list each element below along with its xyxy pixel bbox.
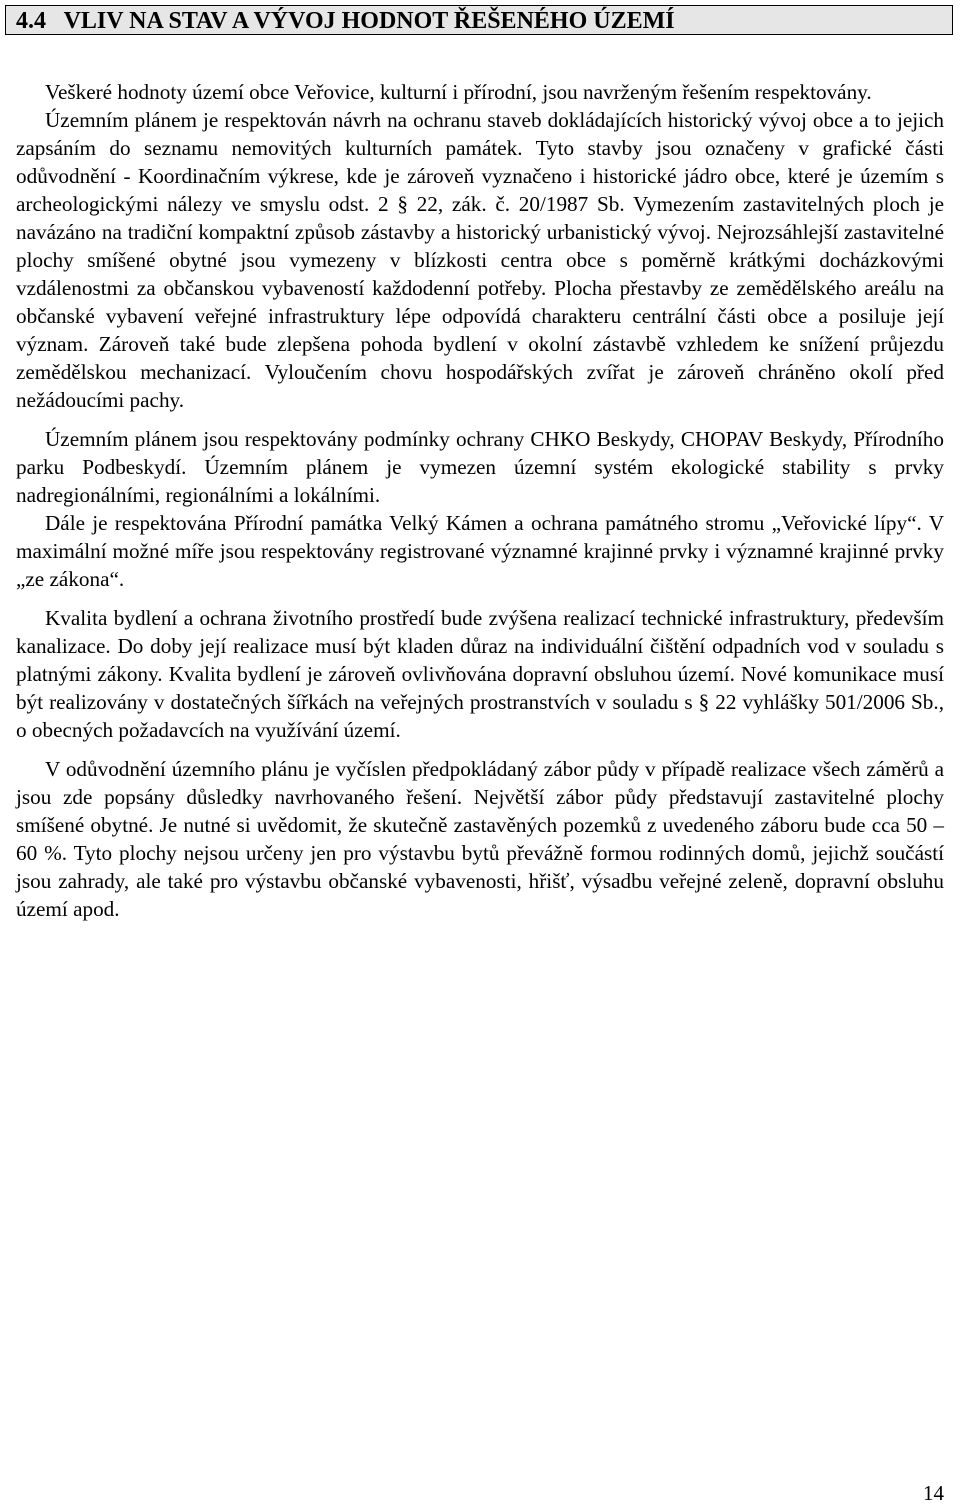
paragraph-living-quality: Kvalita bydlení a ochrana životního prostředí bude zvýšena realizací technické infrastruktury, především kanalizace. Do doby její realizace musí být kladen důraz na individuální čištění odpadních vod v souladu s platnými zákony. Kvalita bydlení je zároveň ovlivňována dopravní obsluhou území. Nové komunikace musí být realizovány v dostatečných šířkách na veřejných prostranstvích v souladu s § 22 vyhlášky 501/2006 Sb., o obecných požadavcích na využívání území. xyxy=(16,606,944,742)
document-body xyxy=(16,78,944,923)
page-number: 14 xyxy=(923,1481,944,1505)
paragraph-nature-protection: Územním plánem jsou respektovány podmínky ochrany CHKO Beskydy, CHOPAV Beskydy, Přírodního parku Podbeskydí. Územním plánem je vymezen územní systém ekologické stability s prvky nadregionálními, regionálními a lokálními. xyxy=(16,427,944,507)
section-title: 4.4 VLIV NA STAV A VÝVOJ HODNOT ŘEŠENÉHO ÚZEMÍ xyxy=(16,8,675,34)
paragraph-respected-values: Veškeré hodnoty území obce Veřovice, kulturní i přírodní, jsou navrženým řešením respektovány. xyxy=(45,80,872,104)
paragraph-natural-monument: Dále je respektována Přírodní památka Velký Kámen a ochrana památného stromu „Veřovické lípy“. V maximální možné míře jsou respektovány registrované významné krajinné prvky i významné krajinné prvky „ze zákona“. xyxy=(16,511,944,591)
section-heading xyxy=(5,5,953,35)
paragraph-heritage-protection: Územním plánem je respektován návrh na ochranu staveb dokládajících historický vývoj obce a to jejich zapsáním do seznamu nemovitých kulturních památek. Tyto stavby jsou označeny v grafické části odůvodnění - Koordinačním výkrese, kde je zároveň vyznačeno i historické jádro obce, které je územím s archeologickými nálezy ve smyslu odst. 2 § 22, zák. č. 20/1987 Sb. Vymezením zastavitelných ploch je navázáno na tradiční kompaktní způsob zástavby a historický urbanistický vývoj. Nejrozsáhlejší zastavitelné plochy smíšené obytné jsou vymezeny v blízkosti centra obce s poměrně krátkými docházkovými vzdálenostmi za občanskou vybaveností každodenní potřeby. Plocha přestavby ze zemědělského areálu na občanské vybavení veřejné infrastruktury lépe odpovídá charakteru centrální části obce a posiluje její význam. Zároveň také bude zlepšena pohoda bydlení v okolní zástavbě vzhledem ke snížení průjezdu zemědělskou mechanizací. Vyloučením chovu hospodářských zvířat je zároveň chráněno okolí před nežádoucími pachy. xyxy=(16,108,944,412)
paragraph-land-take: V odůvodnění územního plánu je vyčíslen předpokládaný zábor půdy v případě realizace všech záměrů a jsou zde popsány důsledky navrhovaného řešení. Největší zábor půdy představují zastavitelné plochy smíšené obytné. Je nutné si uvědomit, že skutečně zastavěných pozemků z uvedeného záboru bude cca 50 – 60 %. Tyto plochy nejsou určeny jen pro výstavbu bytů převážně formou rodinných domů, jejichž součástí jsou zahrady, ale také pro výstavbu občanské vybavenosti, hřišť, výsadbu veřejné zeleně, dopravní obsluhu území apod. xyxy=(16,757,944,921)
